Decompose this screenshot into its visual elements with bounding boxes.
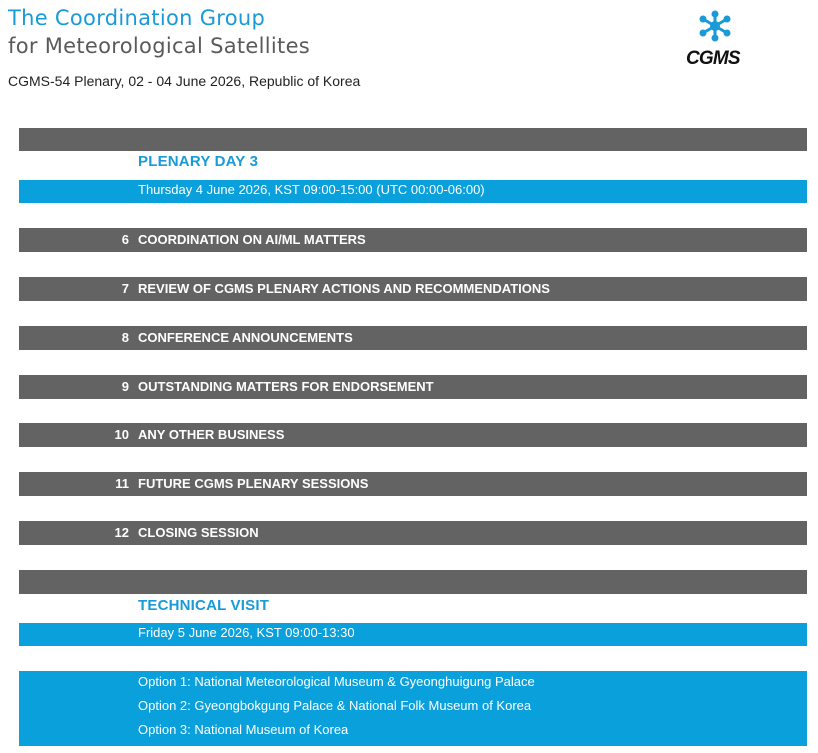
agenda-item	[19, 326, 807, 350]
satellite-icon	[698, 10, 732, 42]
agenda-label: ANY OTHER BUSINESS	[138, 427, 285, 442]
visit-date-bar	[19, 623, 807, 646]
agenda-item	[19, 521, 807, 545]
plenary-date: Thursday 4 June 2026, KST 09:00-15:00 (UTC 00:00-06:00)	[138, 182, 485, 197]
organization-title	[8, 4, 310, 60]
logo-text: CGMS	[686, 48, 740, 69]
meeting-subtitle: CGMS-54 Plenary, 02 - 04 June 2026, Republic of Korea	[8, 73, 361, 89]
agenda-item	[19, 228, 807, 252]
agenda-item	[19, 423, 807, 447]
agenda-label: COORDINATION ON AI/ML MATTERS	[138, 232, 366, 247]
visit-option: Option 3: National Museum of Korea	[138, 722, 349, 737]
visit-date: Friday 5 June 2026, KST 09:00-13:30	[138, 625, 355, 640]
agenda-number: 6	[121, 232, 129, 247]
agenda-label: CONFERENCE ANNOUNCEMENTS	[138, 330, 353, 345]
agenda-label: FUTURE CGMS PLENARY SESSIONS	[138, 476, 369, 491]
agenda-number: 11	[115, 476, 129, 491]
agenda-item	[19, 375, 807, 399]
plenary-title: PLENARY DAY 3	[138, 153, 259, 170]
agenda-label: CLOSING SESSION	[138, 525, 259, 540]
agenda-item	[19, 277, 807, 301]
agenda-number: 12	[114, 525, 129, 540]
agenda-label: OUTSTANDING MATTERS FOR ENDORSEMENT	[138, 379, 434, 394]
divider-bar	[19, 128, 807, 151]
visit-options-box	[19, 671, 807, 746]
divider-bar	[19, 570, 807, 594]
agenda-number: 10	[114, 427, 129, 442]
agenda-number: 9	[121, 379, 129, 394]
cgms-logo	[684, 10, 752, 70]
visit-option: Option 2: Gyeongbokgung Palace & National Folk Museum of Korea	[138, 698, 532, 713]
agenda-number: 8	[121, 330, 129, 345]
agenda-item	[19, 472, 807, 496]
agenda-label: REVIEW OF CGMS PLENARY ACTIONS AND RECOMMENDATIONS	[138, 281, 550, 296]
organization-title-line2: for Meteorological Satellites	[8, 34, 311, 58]
plenary-date-bar	[19, 180, 807, 203]
organization-title-line1: The Coordination Group	[8, 6, 266, 30]
visit-title: TECHNICAL VISIT	[138, 597, 270, 614]
agenda-number: 7	[121, 281, 129, 296]
visit-option: Option 1: National Meteorological Museum & Gyeonghuigung Palace	[138, 674, 535, 689]
